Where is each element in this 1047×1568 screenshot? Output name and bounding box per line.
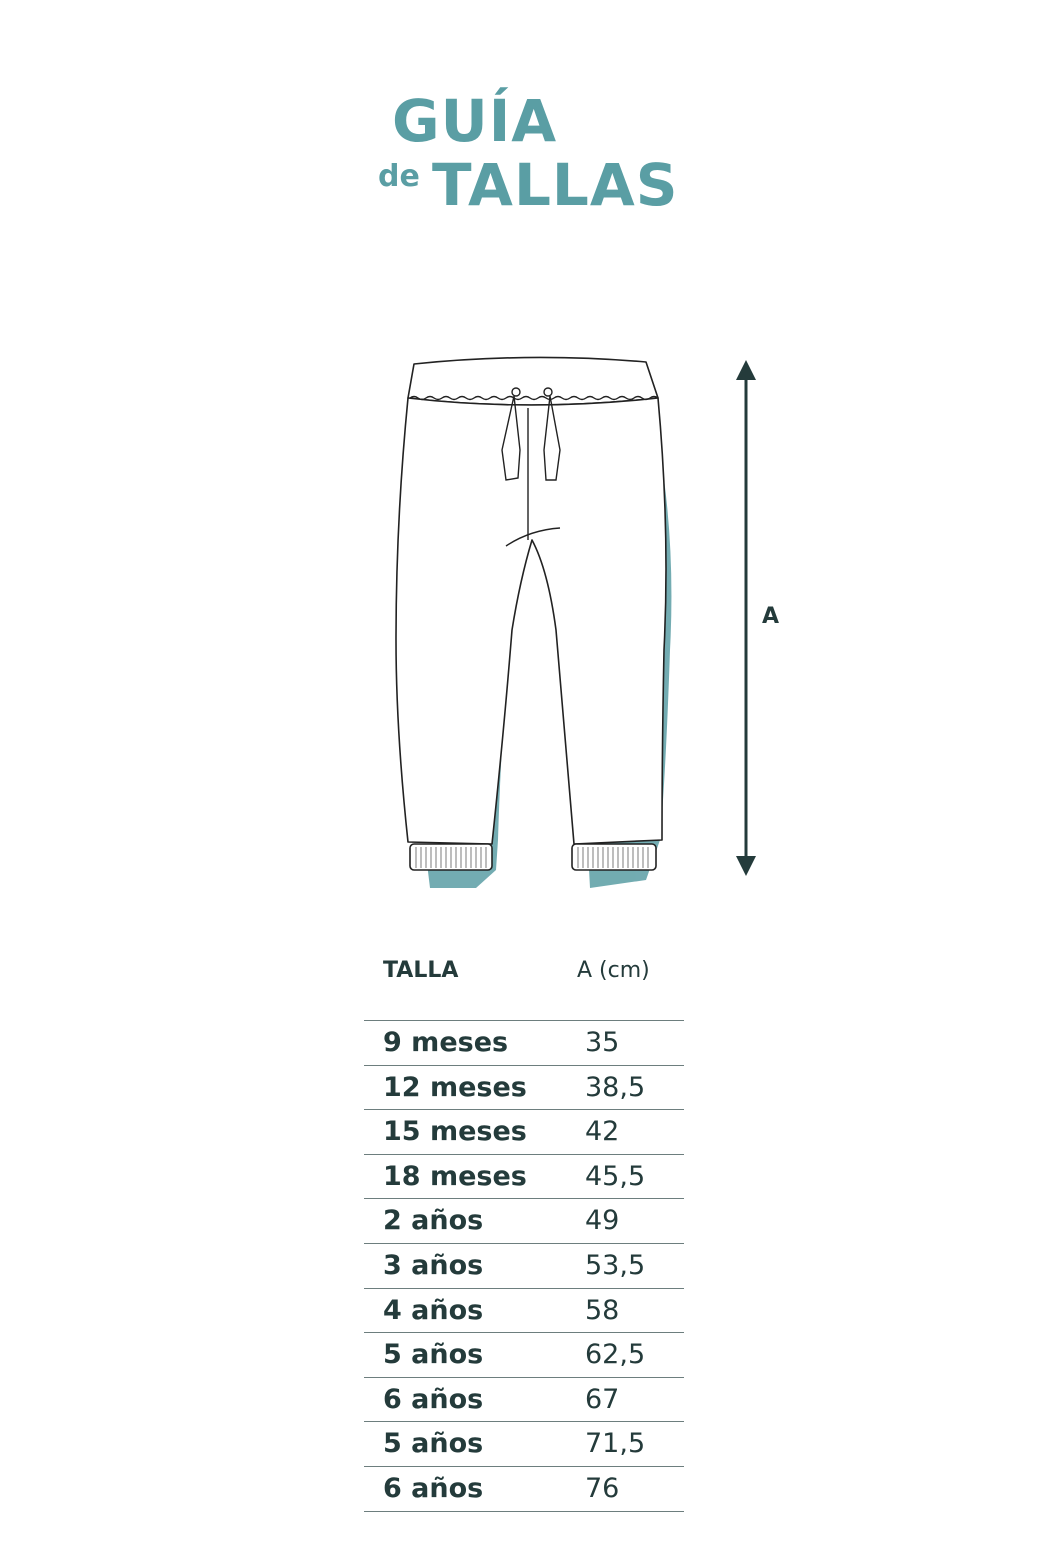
size-cell: 2 años: [383, 1205, 484, 1237]
dimension-label: A: [762, 604, 780, 629]
measurement-cell: 35: [585, 1027, 620, 1058]
size-cell: 5 años: [383, 1339, 484, 1371]
measurement-cell: 62,5: [585, 1339, 646, 1371]
size-cell: 5 años: [383, 1428, 484, 1460]
table-row: [364, 1066, 684, 1111]
table-body: [364, 1020, 684, 1512]
table-row: [364, 1378, 684, 1423]
measurement-cell: 45,5: [585, 1160, 646, 1192]
title-line-1: GUÍA: [392, 87, 558, 155]
table-row: [364, 1110, 684, 1155]
size-cell: 12 meses: [383, 1071, 527, 1103]
table-row: [364, 1289, 684, 1334]
table-row: [364, 1021, 684, 1066]
size-cell: 18 meses: [383, 1160, 527, 1192]
pants-outline: [396, 357, 666, 870]
measurement-cell: 42: [585, 1116, 620, 1148]
size-cell: 6 años: [383, 1383, 484, 1415]
table-row: [364, 1422, 684, 1467]
measurement-cell: 76: [585, 1472, 620, 1504]
measurement-cell: 58: [585, 1294, 620, 1326]
table-row: [364, 1467, 684, 1512]
table-row: [364, 1199, 684, 1244]
size-cell: 3 años: [383, 1249, 484, 1281]
size-cell: 4 años: [383, 1294, 484, 1326]
jogger-pants-icon: [380, 350, 700, 900]
table-row: [364, 1155, 684, 1200]
size-cell: 9 meses: [383, 1027, 509, 1058]
table-row: [364, 1333, 684, 1378]
size-cell: 15 meses: [383, 1116, 527, 1148]
measurement-cell: 53,5: [585, 1249, 646, 1281]
measurement-cell: 38,5: [585, 1071, 646, 1103]
title-line-2: TALLAS: [432, 151, 679, 219]
size-table: [364, 950, 684, 1512]
measurement-arrow: [730, 358, 762, 878]
measurement-cell: 71,5: [585, 1428, 646, 1460]
header-measurement: A (cm): [577, 958, 650, 983]
title-connector: de: [378, 159, 420, 194]
table-row: [364, 1244, 684, 1289]
measurement-cell: 49: [585, 1205, 620, 1237]
header-size: TALLA: [383, 958, 459, 983]
size-guide-title: [0, 0, 1047, 240]
size-cell: 6 años: [383, 1472, 484, 1504]
table-header: [364, 950, 684, 1020]
measurement-cell: 67: [585, 1383, 620, 1415]
cuff-ribbing: [416, 847, 648, 868]
